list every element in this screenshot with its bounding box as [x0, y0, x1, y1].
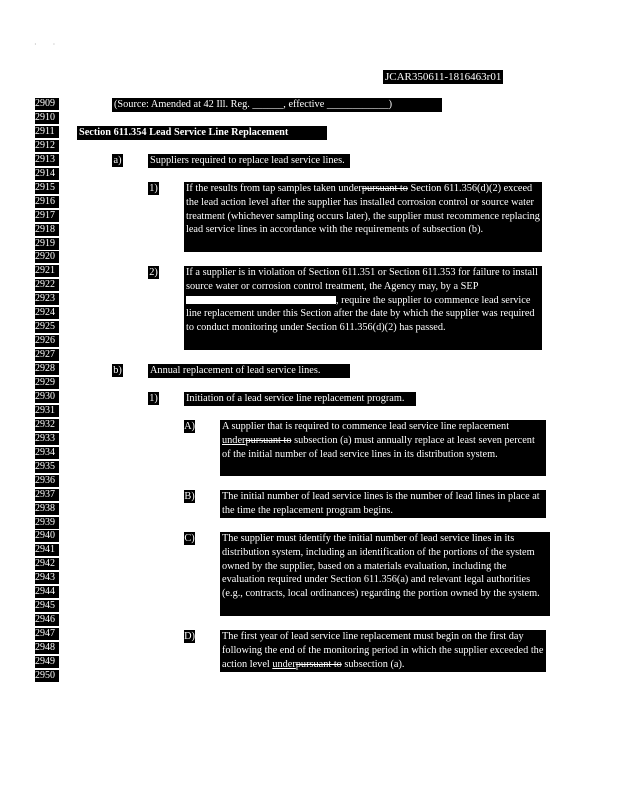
- subsection-a2-marker: 2): [149, 267, 158, 278]
- line-number: 2914: [35, 168, 59, 180]
- line-number: 2950: [35, 670, 59, 682]
- line-number: 2938: [35, 503, 59, 515]
- line-number: 2936: [35, 475, 59, 487]
- A-inserted-text: under: [222, 434, 246, 446]
- line-number: 2933: [35, 433, 59, 445]
- D-inserted-text: under: [272, 658, 296, 670]
- line-number: 2925: [35, 321, 59, 333]
- line-number: 2909: [35, 98, 59, 110]
- line-number: 2946: [35, 614, 59, 626]
- line-number: 2944: [35, 586, 59, 598]
- line-number: 2922: [35, 279, 59, 291]
- subsection-C-text: The supplier must identify the initial number of lead service lines in its distribution system, including an identification of the portions of the system owned by the supplier, based on a materials evaluation, including the evaluation required under Section 611.356(a) and relevant legal authorities (e.g., contracts, local ordinances) regarding the portion owned by the system.: [220, 532, 550, 616]
- A-text-after: subsection (a) must annually replace at least seven percent of the initial number of lead service lines in its distribution system.: [222, 434, 535, 460]
- line-number: 2948: [35, 642, 59, 654]
- a2-text-before: If a supplier is in violation of Section 611.351 or Section 611.353 for failure to install source water or corrosion control treatment, the Agency may, by a SEP: [186, 267, 538, 292]
- A-struck-text: pursuant to: [245, 434, 292, 446]
- line-number: 2927: [35, 349, 59, 361]
- scan-specks: · ·: [34, 40, 56, 49]
- a1-text-before: If the results from tap samples taken under: [186, 183, 362, 194]
- subsection-b1-marker: 1): [149, 393, 158, 404]
- source-note: (Source: Amended at 42 Ill. Reg. ______, effective ____________): [112, 98, 442, 112]
- line-number: 2910: [35, 112, 59, 124]
- subsection-A-marker: A): [184, 421, 195, 432]
- subsection-a2-text: [184, 266, 542, 350]
- line-number: 2919: [35, 238, 59, 250]
- D-text-after: subsection (a).: [341, 658, 405, 670]
- subsection-a1-text: [184, 182, 542, 252]
- line-number: 2918: [35, 224, 59, 236]
- redaction-mark: [186, 296, 336, 304]
- line-number: 2924: [35, 307, 59, 319]
- line-number: 2911: [35, 126, 59, 138]
- line-number: 2920: [35, 251, 59, 263]
- line-number: 2930: [35, 391, 59, 403]
- A-text-before: A supplier that is required to commence lead service line replacement: [222, 421, 510, 432]
- subsection-a1-marker: 1): [149, 183, 158, 194]
- D-struck-text: pursuant to: [295, 658, 342, 670]
- subsection-D-text: [220, 630, 546, 672]
- line-number: 2926: [35, 335, 59, 347]
- line-number: 2931: [35, 405, 59, 417]
- subsection-B-marker: B): [184, 491, 195, 502]
- subsection-b-text: Annual replacement of lead service lines.: [148, 364, 350, 378]
- subsection-A-text: [220, 420, 546, 476]
- line-number: 2947: [35, 628, 59, 640]
- a1-struck-text: pursuant to: [361, 183, 408, 194]
- line-number: 2916: [35, 196, 59, 208]
- line-number: 2934: [35, 447, 59, 459]
- section-heading: Section 611.354 Lead Service Line Replacement: [77, 126, 327, 140]
- subsection-a-text: Suppliers required to replace lead service lines.: [148, 154, 350, 168]
- line-number: 2913: [35, 154, 59, 166]
- line-number: 2928: [35, 363, 59, 375]
- line-number: 2939: [35, 517, 59, 529]
- line-number: 2941: [35, 544, 59, 556]
- a1-text-after: Section 611.356(d)(2) exceed the lead action level after the supplier has installed corrosion control or source water treatment (whichever sampling occurs later), the supplier must recommence replacing lead service lines in accordance with the requirements of subsection (b).: [186, 183, 540, 236]
- line-number: 2921: [35, 265, 59, 277]
- document-id: JCAR350611-1816463r01: [385, 71, 502, 83]
- line-number: 2929: [35, 377, 59, 389]
- subsection-B-text: The initial number of lead service lines is the number of lead lines in place at the time the replacement program begins.: [220, 490, 546, 518]
- subsection-C-marker: C): [184, 533, 195, 544]
- line-number: 2940: [35, 530, 59, 542]
- line-number: 2937: [35, 489, 59, 501]
- line-number: 2912: [35, 140, 59, 152]
- subsection-D-marker: D): [184, 631, 195, 642]
- subsection-b-marker: b): [113, 365, 122, 376]
- line-number: 2915: [35, 182, 59, 194]
- line-number: 2923: [35, 293, 59, 305]
- line-number: 2943: [35, 572, 59, 584]
- D-text-before: The first year of lead service line replacement must begin on the first day following the end of the monitoring period in which the supplier exceeded the action level: [222, 631, 544, 670]
- a2-text-after: , require the supplier to commence lead service line replacement under this Section after the date by which the supplier was required to conduct monitoring under Section 611.356(d)(2) has passed.: [186, 294, 535, 333]
- subsection-a-marker: a): [113, 155, 122, 166]
- line-number: 2932: [35, 419, 59, 431]
- line-number: 2949: [35, 656, 59, 668]
- subsection-b1-text: Initiation of a lead service line replacement program.: [184, 392, 416, 406]
- line-number: 2917: [35, 210, 59, 222]
- line-number: 2945: [35, 600, 59, 612]
- line-number: 2935: [35, 461, 59, 473]
- line-number: 2942: [35, 558, 59, 570]
